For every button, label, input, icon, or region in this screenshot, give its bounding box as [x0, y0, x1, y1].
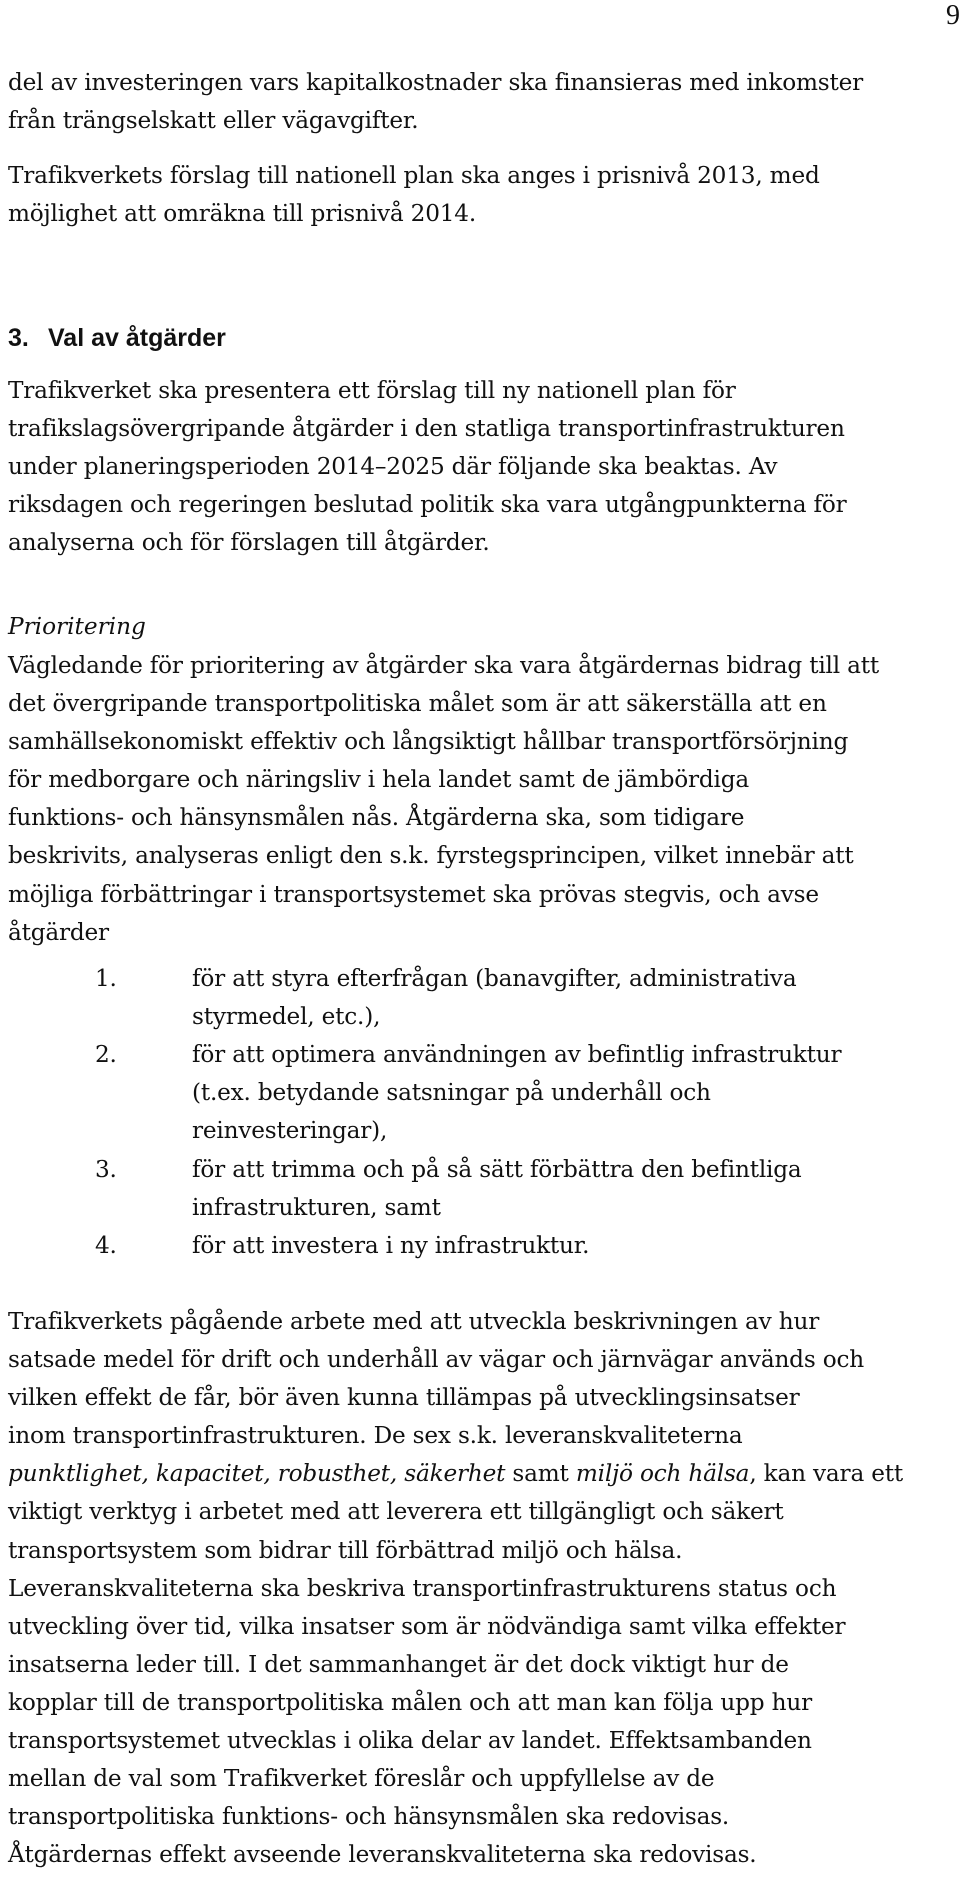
list-item-text [192, 1151, 802, 1227]
text-line [8, 1455, 960, 1493]
text-line: del av investeringen vars kapitalkostnader ska finansieras med inkomster [8, 69, 863, 96]
list-item-number: 1. [95, 965, 117, 992]
page-number: 9 [946, 0, 960, 31]
section-heading [8, 318, 226, 358]
text-line: möjlighet att omräkna till prisnivå 2014. [8, 200, 477, 228]
text-line: Trafikverkets pågående arbete med att utveckla beskrivningen av hur [8, 1308, 820, 1335]
italic-quality: miljö och hälsa [575, 1460, 750, 1488]
list-item-text [192, 960, 796, 1036]
text-line: transportsystem som bidrar till förbättrad miljö och hälsa. [8, 1536, 683, 1564]
list-item-number: 3. [95, 1156, 117, 1183]
text-line: åtgärder [8, 918, 109, 946]
text-line: Trafikverket ska presentera ett förslag till ny nationell plan för [8, 377, 736, 404]
text-line: för att trimma och på så sätt förbättra den befintliga [192, 1156, 802, 1183]
text-line: (t.ex. betydande satsningar på underhåll och [192, 1079, 711, 1107]
text-fragment: samt [505, 1460, 576, 1488]
text-line: för medborgare och näringsliv i hela landet samt de jämbördiga [8, 766, 750, 794]
text-line: vilken effekt de får, bör även kunna tillämpas på utvecklingsinsatser [8, 1384, 800, 1412]
subheading-prioritering: Prioritering [8, 613, 146, 640]
text-line: infrastrukturen, samt [192, 1194, 441, 1222]
list-item-text [192, 1227, 589, 1265]
text-line: för att investera i ny infrastruktur. [192, 1232, 590, 1259]
text-line: möjliga förbättringar i transportsystemet ska prövas stegvis, och avse [8, 880, 819, 908]
text-line: styrmedel, etc.), [192, 1003, 381, 1031]
text-line: Leveranskvaliteterna ska beskriva transportinfrastrukturens status och [8, 1574, 837, 1602]
prioritering-paragraph [8, 647, 960, 952]
text-line: insatserna leder till. I det sammanhanget är det dock viktigt hur de [8, 1650, 789, 1678]
text-line: funktions- och hänsynsmålen nås. Åtgärderna ska, som tidigare [8, 804, 745, 832]
text-line: Åtgärdernas effekt avseende leveranskvaliteterna ska redovisas. [8, 1841, 757, 1869]
text-line: transportpolitiska funktions- och hänsynsmålen ska redovisas. [8, 1803, 730, 1831]
text-line: analyserna och för förslagen till åtgärder. [8, 529, 490, 557]
text-line: Trafikverkets förslag till nationell plan ska anges i prisnivå 2013, med [8, 162, 820, 189]
text-line: under planeringsperioden 2014–2025 där följande ska beaktas. Av [8, 453, 778, 481]
text-line: satsade medel för drift och underhåll av vägar och järnvägar används och [8, 1346, 864, 1374]
text-line: det övergripande transportpolitiska målet som är att säkerställa att en [8, 690, 827, 718]
text-line: kopplar till de transportpolitiska målen och att man kan följa upp hur [8, 1688, 812, 1716]
text-fragment: , kan vara ett [749, 1460, 903, 1488]
list-item-text [192, 1036, 841, 1150]
text-line: utveckling över tid, vilka insatser som är nödvändiga samt vilka effekter [8, 1612, 846, 1640]
text-line: transportsystemet utvecklas i olika delar av landet. Effektsambanden [8, 1727, 812, 1755]
text-line: reinvesteringar), [192, 1117, 388, 1145]
text-line: riksdagen och regeringen beslutad politik ska vara utgångpunkterna för [8, 491, 847, 519]
text-line: inom transportinfrastrukturen. De sex s.k. leveranskvaliteterna [8, 1422, 743, 1450]
italic-qualities: punktlighet, kapacitet, robusthet, säkerhet [8, 1460, 506, 1488]
text-line: mellan de val som Trafikverket föreslår och uppfyllelse av de [8, 1765, 715, 1793]
list-item-number: 4. [95, 1232, 117, 1259]
text-line: trafikslagsövergripande åtgärder i den statliga transportinfrastrukturen [8, 415, 845, 443]
list-item-number: 2. [95, 1041, 117, 1068]
text-line: beskrivits, analyseras enligt den s.k. fyrstegsprincipen, vilket innebär att [8, 842, 854, 870]
text-line: samhällsekonomiskt effektiv och långsiktigt hållbar transportförsörjning [8, 728, 849, 756]
section-number: 3. [8, 324, 29, 352]
text-line: från trängselskatt eller vägavgifter. [8, 107, 419, 135]
intro-paragraph [8, 64, 960, 140]
text-line: för att styra efterfrågan (banavgifter, administrativa [192, 965, 797, 992]
price-paragraph [8, 157, 960, 233]
text-line: viktigt verktyg i arbetet med att leverera ett tillgängligt och säkert [8, 1498, 784, 1526]
section-paragraph [8, 372, 960, 562]
text-line: för att optimera användningen av befintlig infrastruktur [192, 1041, 842, 1068]
section-title: Val av åtgärder [48, 324, 226, 352]
closing-paragraph [8, 1303, 960, 1874]
text-line: Vägledande för prioritering av åtgärder ska vara åtgärdernas bidrag till att [8, 652, 879, 679]
